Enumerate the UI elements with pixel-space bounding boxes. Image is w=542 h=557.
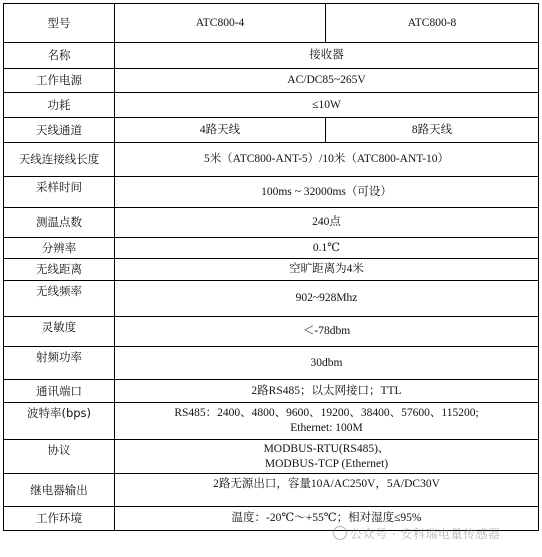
relay-output-value: 2路无源出口，容量10A/AC250V，5A/DC30V: [115, 474, 539, 507]
watermark: [333, 525, 500, 542]
power-supply-value: AC/DC85~265V: [115, 69, 539, 93]
temp-points-value: 240点: [115, 208, 539, 238]
row-power-supply: [4, 69, 539, 93]
comm-port-value: 2路RS485；以太网接口；TTL: [115, 380, 539, 403]
row-sample-time: [4, 177, 539, 208]
name-value: 接收器: [115, 43, 539, 69]
protocol-value: [115, 440, 539, 474]
row-wireless-distance: [4, 259, 539, 281]
model-b: ATC800-8: [326, 4, 539, 43]
channels-value-a: 4路天线: [115, 118, 326, 143]
cable-length-label: 天线连接线长度: [4, 143, 115, 177]
baud-rate-label: 波特率(bps): [4, 403, 115, 440]
wireless-freq-value: 902~928Mhz: [115, 281, 539, 317]
resolution-label: 分辨率: [4, 238, 115, 259]
row-model: [4, 4, 539, 43]
sensitivity-value: ＜-78dbm: [115, 317, 539, 347]
watermark-text: 公众号 · 安科瑞电量传感器: [350, 527, 501, 541]
wireless-distance-label: 无线距离: [4, 259, 115, 281]
protocol-line2: MODBUS-TCP (Ethernet): [264, 457, 389, 470]
name-label: 名称: [4, 43, 115, 69]
baud-rate-line1: RS485：2400、4800、9600、19200、38400、57600、115200;: [174, 407, 479, 419]
row-temp-points: [4, 208, 539, 238]
row-channels: [4, 118, 539, 143]
baud-rate-value: [115, 403, 539, 440]
relay-output-label: 继电器输出: [4, 474, 115, 507]
row-name: [4, 43, 539, 69]
power-consumption-value: ≤10W: [115, 93, 539, 118]
model-label: 型号: [4, 4, 115, 43]
rf-power-value: 30dbm: [115, 347, 539, 380]
sample-time-label: 采样时间: [4, 177, 115, 208]
row-baud-rate: [4, 403, 539, 440]
resolution-value: 0.1℃: [115, 238, 539, 259]
protocol-line1: MODBUS-RTU(RS485)、: [263, 442, 390, 455]
wechat-icon: [333, 526, 347, 540]
row-rf-power: [4, 347, 539, 380]
row-resolution: [4, 238, 539, 259]
power-consumption-label: 功耗: [4, 93, 115, 118]
row-comm-port: [4, 380, 539, 403]
comm-port-label: 通讯端口: [4, 380, 115, 403]
environment-label: 工作环境: [4, 507, 115, 531]
channels-value-b: 8路天线: [326, 118, 539, 143]
baud-rate-line2: Ethernet: 100M: [290, 422, 363, 434]
row-cable-length: [4, 143, 539, 177]
wireless-distance-value: 空旷距离为4米: [115, 259, 539, 281]
rf-power-label: 射频功率: [4, 347, 115, 380]
wireless-freq-label: 无线频率: [4, 281, 115, 317]
power-supply-label: 工作电源: [4, 69, 115, 93]
channels-label: 天线通道: [4, 118, 115, 143]
row-protocol: [4, 440, 539, 474]
sample-time-value: 100ms ~ 32000ms（可设）: [115, 177, 539, 208]
row-power-consumption: [4, 93, 539, 118]
sensitivity-label: 灵敏度: [4, 317, 115, 347]
temp-points-label: 测温点数: [4, 208, 115, 238]
spec-table: [3, 3, 539, 531]
row-sensitivity: [4, 317, 539, 347]
row-relay-output: [4, 474, 539, 507]
row-wireless-freq: [4, 281, 539, 317]
protocol-label: 协议: [4, 440, 115, 474]
model-a: ATC800-4: [115, 4, 326, 43]
cable-length-value: 5米（ATC800-ANT-5）/10米（ATC800-ANT-10）: [115, 143, 539, 177]
environment-value: 温度：-20℃～+55℃；相对湿度≤95%: [115, 507, 539, 531]
